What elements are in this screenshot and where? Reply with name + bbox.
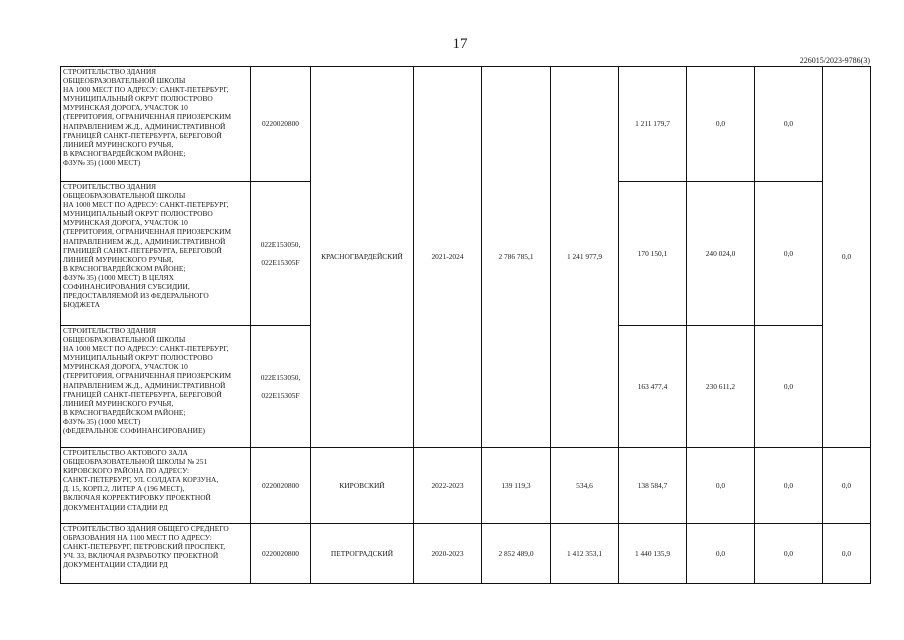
object-name-line: ГРАНИЦЕЙ САНКТ-ПЕТЕРБУРГА, БЕРЕГОВОЙ: [63, 245, 222, 255]
object-name-line: ГРАНИЦЕЙ САНКТ-ПЕТЕРБУРГА, БЕРЕГОВОЙ: [63, 389, 222, 399]
value-2025-cell: 0,0: [687, 67, 755, 182]
object-name-line: ЛИНИЕЙ МУРИНСКОГО РУЧЬЯ,: [63, 139, 174, 149]
object-name-line: (ФЕДЕРАЛЬНОЕ СОФИНАНСИРОВАНИЕ): [63, 426, 205, 436]
object-name-line: СТРОИТЕЛЬСТВО ЗДАНИЯ: [63, 67, 157, 76]
object-name-line: СТРОИТЕЛЬСТВО ЗДАНИЯ ОБЩЕГО СРЕДНЕГО: [63, 524, 229, 533]
object-name-line: В КРАСНОГВАРДЕЙСКОМ РАЙОНЕ;: [63, 263, 186, 273]
period-cell: 2021-2024: [414, 67, 482, 448]
budget-table: [60, 66, 871, 584]
object-name-line: НАПРАВЛЕНИЕМ Ж.Д., АДМИНИСТРАТИВНОЙ: [63, 236, 226, 246]
district-cell: КРАСНОГВАРДЕЙСКИЙ: [311, 67, 414, 448]
value-2024-cell: 1 440 135,9: [619, 524, 687, 584]
object-name-line: ОБЩЕОБРАЗОВАТЕЛЬНОЙ ШКОЛЫ: [63, 335, 186, 345]
value-2024-cell: 170 150,1: [619, 182, 687, 326]
district-cell: ПЕТРОГРАДСКИЙ: [311, 524, 414, 584]
object-name-line: ФЗУ№ 35) (1000 МЕСТ): [63, 157, 141, 167]
object-name-line: МУРИНСКАЯ ДОРОГА, УЧАСТОК 10: [63, 362, 188, 372]
object-name-line: ОБЩЕОБРАЗОВАТЕЛЬНОЙ ШКОЛЫ № 251: [63, 457, 208, 467]
code-line: 022E15305F: [261, 390, 300, 400]
object-name-line: УЧ. 33, ВКЛЮЧАЯ РАЗРАБОТКУ ПРОЕКТНОЙ: [63, 551, 219, 561]
object-name-line: (ТЕРРИТОРИЯ, ОГРАНИЧЕННАЯ ПРИОЗЕРСКИМ: [63, 371, 232, 381]
value-2027-cell: 0,0: [823, 67, 871, 448]
code-cell: [251, 182, 311, 326]
code-cell: 0220020800: [251, 524, 311, 584]
object-name-line: (ТЕРРИТОРИЯ, ОГРАНИЧЕННАЯ ПРИОЗЕРСКИМ: [63, 112, 232, 122]
object-name-line: ОБЩЕОБРАЗОВАТЕЛЬНОЙ ШКОЛЫ: [63, 76, 186, 86]
value-2027-cell: 0,0: [823, 448, 871, 524]
object-name-line: САНКТ-ПЕТЕРБУРГ, ПЕТРОВСКИЙ ПРОСПЕКТ,: [63, 542, 226, 552]
object-name-line: ДОКУМЕНТАЦИИ СТАДИИ РД: [63, 502, 168, 512]
value-2025-cell: 0,0: [687, 524, 755, 584]
object-name-line: МУРИНСКАЯ ДОРОГА, УЧАСТОК 10: [63, 103, 188, 113]
value-2024-cell: 138 584,7: [619, 448, 687, 524]
object-name-line: МУНИЦИПАЛЬНЫЙ ОКРУГ ПОЛЮСТРОВО: [63, 353, 213, 363]
value-2025-cell: 230 611,2: [687, 326, 755, 448]
object-name-cell: [61, 524, 251, 584]
code-line: 022E153050,: [260, 372, 301, 382]
object-name-line: МУНИЦИПАЛЬНЫЙ ОКРУГ ПОЛЮСТРОВО: [63, 94, 213, 104]
value-2025-cell: 0,0: [687, 448, 755, 524]
code-cell: 0220020800: [251, 448, 311, 524]
value-2024-cell: 1 211 179,7: [619, 67, 687, 182]
value-2026-cell: 0,0: [755, 67, 823, 182]
code-cell: [251, 326, 311, 448]
object-name-line: НАПРАВЛЕНИЕМ Ж.Д., АДМИНИСТРАТИВНОЙ: [63, 380, 226, 390]
object-name-cell: [61, 326, 251, 448]
financed-before-cell: 534,6: [551, 448, 619, 524]
code-line: 022E15305F: [261, 257, 300, 267]
object-name-line: ГРАНИЦЕЙ САНКТ-ПЕТЕРБУРГА, БЕРЕГОВОЙ: [63, 130, 222, 140]
object-name-line: СОФИНАНСИРОВАНИЯ СУБСИДИИ,: [63, 282, 190, 292]
object-name-line: МУРИНСКАЯ ДОРОГА, УЧАСТОК 10: [63, 218, 188, 228]
object-name-cell: [61, 448, 251, 524]
total-cost-cell: 2 852 489,0: [482, 524, 551, 584]
value-2026-cell: 0,0: [755, 524, 823, 584]
object-name-line: ФЗУ№ 35) (1000 МЕСТ): [63, 416, 141, 426]
table-row: [61, 524, 871, 584]
value-2025-cell: 240 024,0: [687, 182, 755, 326]
document-code: 226015/2023-9786(3): [799, 56, 870, 65]
object-name-line: ОБРАЗОВАНИЯ НА 1100 МЕСТ ПО АДРЕСУ:: [63, 533, 212, 543]
value-2026-cell: 0,0: [755, 326, 823, 448]
object-name-line: ДОКУМЕНТАЦИИ СТАДИИ РД: [63, 560, 168, 570]
code-cell: 0220020800: [251, 67, 311, 182]
value-2024-cell: 163 477,4: [619, 326, 687, 448]
object-name-line: НА 1000 МЕСТ ПО АДРЕСУ: САНКТ-ПЕТЕРБУРГ,: [63, 344, 229, 354]
object-name-line: В КРАСНОГВАРДЕЙСКОМ РАЙОНЕ;: [63, 148, 186, 158]
object-name-line: НА 1000 МЕСТ ПО АДРЕСУ: САНКТ-ПЕТЕРБУРГ,: [63, 85, 229, 95]
object-name-line: НА 1000 МЕСТ ПО АДРЕСУ: САНКТ-ПЕТЕРБУРГ,: [63, 200, 229, 210]
object-name-line: ОБЩЕОБРАЗОВАТЕЛЬНОЙ ШКОЛЫ: [63, 191, 186, 201]
value-2026-cell: 0,0: [755, 448, 823, 524]
object-name-cell: [61, 67, 251, 182]
financed-before-cell: 1 412 353,1: [551, 524, 619, 584]
object-name-cell: [61, 182, 251, 326]
object-name-line: ЛИНИЕЙ МУРИНСКОГО РУЧЬЯ,: [63, 398, 174, 408]
object-name-line: СТРОИТЕЛЬСТВО ЗДАНИЯ: [63, 326, 157, 335]
total-cost-cell: 2 786 785,1: [482, 67, 551, 448]
object-name-line: НАПРАВЛЕНИЕМ Ж.Д., АДМИНИСТРАТИВНОЙ: [63, 121, 226, 131]
object-name-line: В КРАСНОГВАРДЕЙСКОМ РАЙОНЕ;: [63, 407, 186, 417]
object-name-line: БЮДЖЕТА: [63, 300, 100, 310]
object-name-line: (ТЕРРИТОРИЯ, ОГРАНИЧЕННАЯ ПРИОЗЕРСКИМ: [63, 227, 232, 237]
total-cost-cell: 139 119,3: [482, 448, 551, 524]
table-row: [61, 448, 871, 524]
table-row: [61, 67, 871, 182]
object-name-line: МУНИЦИПАЛЬНЫЙ ОКРУГ ПОЛЮСТРОВО: [63, 209, 213, 219]
page-number: 17: [452, 36, 468, 52]
code-line: 022E153050,: [260, 239, 301, 249]
object-name-line: СТРОИТЕЛЬСТВО ЗДАНИЯ: [63, 182, 157, 191]
object-name-line: ЛИНИЕЙ МУРИНСКОГО РУЧЬЯ,: [63, 254, 174, 264]
period-cell: 2022-2023: [414, 448, 482, 524]
object-name-line: ФЗУ№ 35) (1000 МЕСТ) В ЦЕЛЯХ: [63, 272, 174, 282]
district-cell: КИРОВСКИЙ: [311, 448, 414, 524]
object-name-line: Д. 15, КОРП.2, ЛИТЕР А (196 МЕСТ),: [63, 484, 185, 494]
object-name-line: КИРОВСКОГО РАЙОНА ПО АДРЕСУ:: [63, 466, 190, 476]
object-name-line: ВКЛЮЧАЯ КОРРЕКТИРОВКУ ПРОЕКТНОЙ: [63, 493, 211, 503]
object-name-line: САНКТ-ПЕТЕРБУРГ, УЛ. СОЛДАТА КОРЗУНА,: [63, 475, 219, 485]
period-cell: 2020-2023: [414, 524, 482, 584]
value-2027-cell: 0,0: [823, 524, 871, 584]
object-name-line: СТРОИТЕЛЬСТВО АКТОВОГО ЗАЛА: [63, 448, 188, 457]
value-2026-cell: 0,0: [755, 182, 823, 326]
financed-before-cell: 1 241 977,9: [551, 67, 619, 448]
object-name-line: ПРЕДОСТАВЛЯЕМОЙ ИЗ ФЕДЕРАЛЬНОГО: [63, 291, 209, 301]
